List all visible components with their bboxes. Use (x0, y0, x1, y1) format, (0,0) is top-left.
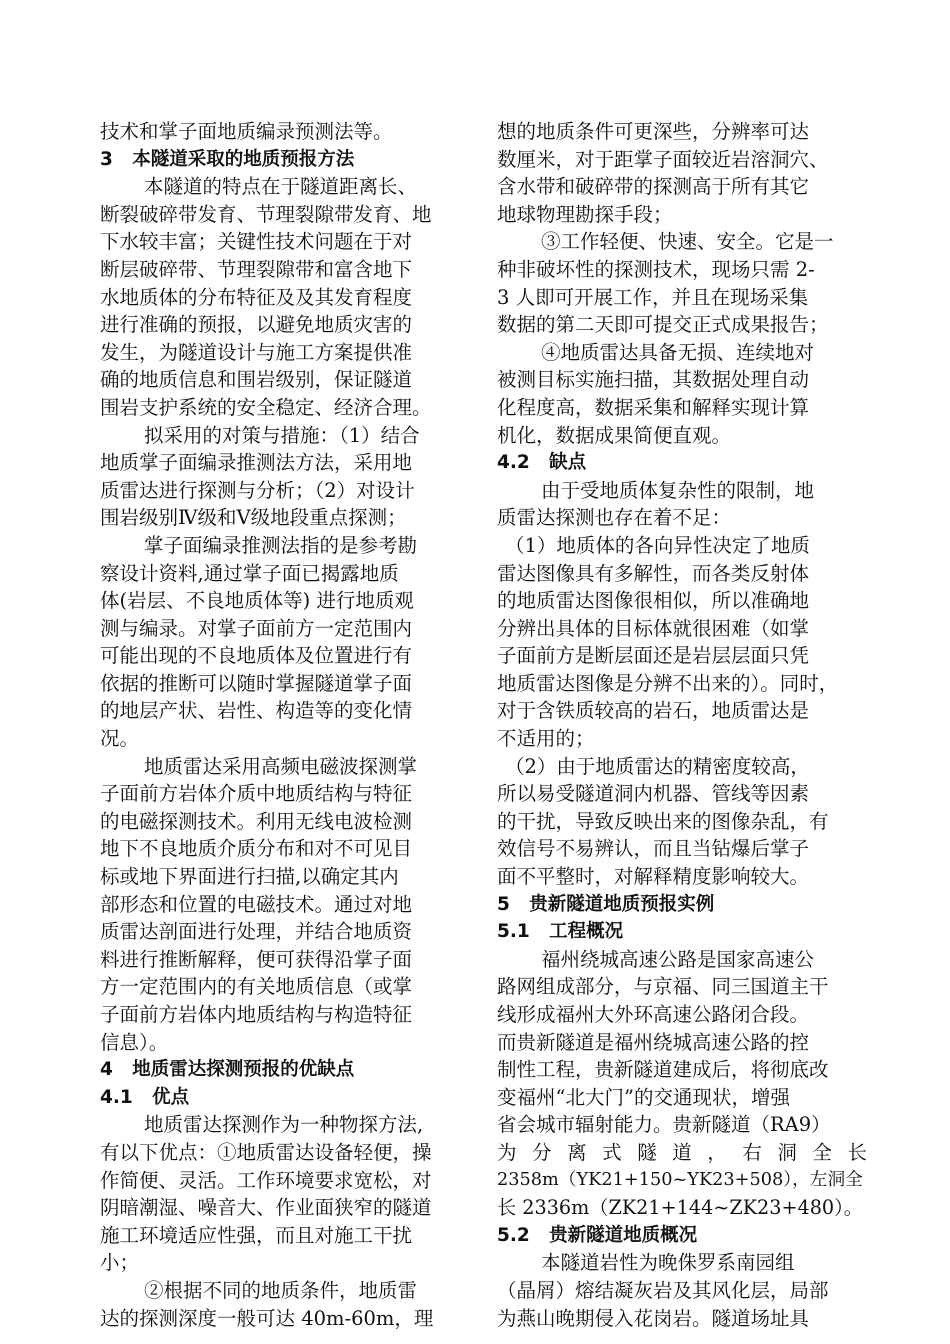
text-line: 断裂破碎带发育、节理裂隙带发育、地 (100, 202, 432, 226)
text-line: 技术和掌子面地质编录预测法等。 (100, 120, 393, 143)
text-line: ④地质雷达具备无损、连续地对 (541, 340, 815, 364)
text-line: （1）地质体的各向异性决定了地质 (505, 533, 810, 557)
text-line: 分辨出具体的目标体就很困难（如掌 (497, 616, 810, 640)
text-line: 地质掌子面编录推测法方法，采用地 (100, 451, 413, 475)
text-line: 掌子面编录推测法指的是参考勘 (144, 533, 418, 557)
text-line: 化程度高，数据采集和解释实现计算 (497, 395, 810, 419)
text-line: 有以下优点：①地质雷达设备轻便，操 (100, 1140, 432, 1164)
text-line: 由于受地质体复杂性的限制，地 (541, 478, 815, 502)
text-line: 本隧道的特点在于隧道距离长、 (144, 175, 418, 199)
text-line: 断层破碎带、节理裂隙带和富含地下 (100, 257, 413, 281)
section-heading: 5.2 贵新隧道地质概况 (497, 1224, 698, 1246)
section-heading: 4.1 优点 (100, 1086, 190, 1108)
text-line: （晶屑）熔结凝灰岩及其风化层，局部 (497, 1278, 829, 1302)
text-line: 面不平整时，对解释精度影响较大。 (497, 865, 810, 889)
text-line: 地质雷达采用高频电磁波探测掌 (144, 754, 418, 778)
right-text-column (497, 118, 867, 1332)
text-line: 围岩支护系统的安全稳定、经济合理。 (100, 395, 432, 419)
text-line: 料进行推断解释，便可获得沿掌子面 (100, 947, 413, 971)
text-line: 所以易受隧道洞内机器、管线等因素 (497, 782, 810, 806)
text-line: ②根据不同的地质条件，地质雷 (144, 1278, 418, 1302)
text-line: 地质雷达图像是分辨不出来的）。同时， (497, 671, 839, 695)
text-line: 体(岩层、不良地质体等) 进行地质观 (100, 589, 414, 613)
text-line: 的地层产状、岩性、构造等的变化情 (100, 699, 413, 723)
text-line: 的电磁探测技术。利用无线电波检测 (100, 809, 413, 833)
text-line: 被测目标实施扫描，其数据处理自动 (497, 368, 810, 392)
left-text-column (100, 118, 468, 1332)
text-line: 察设计资料,通过掌子面已揭露地质 (100, 561, 399, 585)
text-line: 雷达图像具有多解性，而各类反射体 (497, 561, 810, 585)
text-line: 小； (100, 1251, 140, 1275)
text-line: 依据的推断可以随时掌握隧道掌子面 (100, 671, 413, 695)
text-line: 本隧道岩性为晚侏罗系南园组 (541, 1251, 795, 1275)
text-line: 质雷达进行探测与分析；（2）对设计 (100, 478, 415, 502)
text-line: 福州绕城高速公路是国家高速公 (541, 947, 815, 971)
text-line: 变福州“北大门”的交通现状，增强 (497, 1085, 790, 1109)
text-line: 3 人即可开展工作，并且在现场采集 (497, 285, 809, 309)
text-line: 线形成福州大外环高速公路闭合段。 (497, 1003, 810, 1026)
text-line: 对于含铁质较高的岩石，地质雷达是 (497, 699, 810, 723)
text-line: 地质雷达探测作为一种物探方法, (144, 1113, 424, 1137)
section-heading: 3 本隧道采取的地质预报方法 (100, 148, 355, 170)
text-line: 地下不良地质介质分布和对不可见目 (100, 837, 413, 861)
text-line: 数厘米，对于距掌子面较近岩溶洞穴、 (497, 147, 829, 171)
text-line: 作简便、灵活。工作环境要求宽松，对 (100, 1168, 432, 1192)
text-line: 况。 (100, 727, 140, 751)
text-line: 测与编录。对掌子面前方一定范围内 (100, 616, 413, 640)
text-line: 为燕山晚期侵入花岗岩。隧道场址具 (497, 1306, 810, 1330)
text-line: 数据的第二天即可提交正式成果报告； (497, 313, 829, 337)
text-line: 进行准确的预报，以避免地质灾害的 (100, 313, 413, 337)
text-line: 方一定范围内的有关地质信息（或掌 (100, 975, 413, 999)
text-line: （2）由于地质雷达的精密度较高， (505, 754, 810, 778)
text-line: 长 2336m（ZK21+144~ZK23+480）。 (497, 1196, 863, 1220)
text-line: 信息）。 (100, 1030, 169, 1054)
text-line: 不适用的； (497, 727, 595, 751)
text-line: 阴暗潮湿、噪音大、作业面狭窄的隧道 (100, 1196, 432, 1220)
text-line: 效信号不易辨认，而且当钻爆后掌子 (497, 837, 810, 861)
text-line: 省会城市辐射能力。贵新隧道（RA9） (497, 1113, 831, 1137)
text-line: 子面前方是断层面还是岩层层面只凭 (497, 644, 810, 668)
text-line: 2358m（YK21+150~YK23+508），左洞全 (497, 1169, 863, 1190)
text-line: 而贵新隧道是福州绕城高速公路的控 (497, 1030, 810, 1054)
section-heading: 4.2 缺点 (497, 452, 587, 474)
text-line: ③工作轻便、快速、安全。它是一 (541, 230, 834, 254)
text-line: 质雷达探测也存在着不足： (497, 506, 732, 530)
text-line: 围岩级别Ⅳ级和Ⅴ级地段重点探测； (100, 506, 407, 530)
text-line: 想的地质条件可更深些，分辨率可达 (497, 120, 810, 143)
text-line: 水地质体的分布特征及及其发育程度 (100, 285, 413, 309)
text-line: 的地质雷达图像很相似，所以准确地 (497, 589, 810, 613)
text-line: 机化，数据成果简便直观。 (497, 423, 732, 447)
text-line: 发生，为隧道设计与施工方案提供准 (100, 340, 413, 364)
text-line: 制性工程，贵新隧道建成后，将彻底改 (497, 1058, 829, 1082)
text-line: 部形态和位置的电磁技术。通过对地 (100, 892, 413, 916)
section-heading: 5.1 工程概况 (497, 921, 624, 943)
text-line: 标或地下界面进行扫描,以确定其内 (100, 865, 399, 889)
text-line: 质雷达剖面进行处理，并结合地质资 (100, 920, 413, 944)
text-line: 子面前方岩体介质中地质结构与特征 (100, 782, 413, 806)
text-line: 为 分 离 式 隧 道 ， 右 洞 全 长 (497, 1140, 867, 1164)
text-line: 种非破坏性的探测技术，现场只需 2- (497, 257, 815, 281)
text-line: 施工环境适应性强，而且对施工干扰 (100, 1223, 413, 1247)
text-line: 拟采用的对策与措施：（1）结合 (144, 423, 420, 447)
text-line: 下水较丰富；关键性技术问题在于对 (100, 230, 413, 254)
section-heading: 5 贵新隧道地质预报实例 (497, 893, 715, 915)
text-line: 可能出现的不良地质体及位置进行有 (100, 644, 413, 668)
text-line: 的干扰，导致反映出来的图像杂乱，有 (497, 809, 829, 833)
section-heading: 4 地质雷达探测预报的优缺点 (100, 1059, 355, 1081)
text-line: 路网组成部分，与京福、同三国道主干 (497, 975, 829, 999)
text-line: 子面前方岩体内地质结构与构造特征 (100, 1003, 413, 1026)
text-line: 地球物理勘探手段； (497, 202, 673, 226)
text-line: 含水带和破碎带的探测高于所有其它 (497, 175, 810, 199)
text-line: 达的探测深度一般可达 40m-60m，理 (100, 1306, 434, 1330)
text-line: 确的地质信息和围岩级别，保证隧道 (100, 368, 413, 392)
